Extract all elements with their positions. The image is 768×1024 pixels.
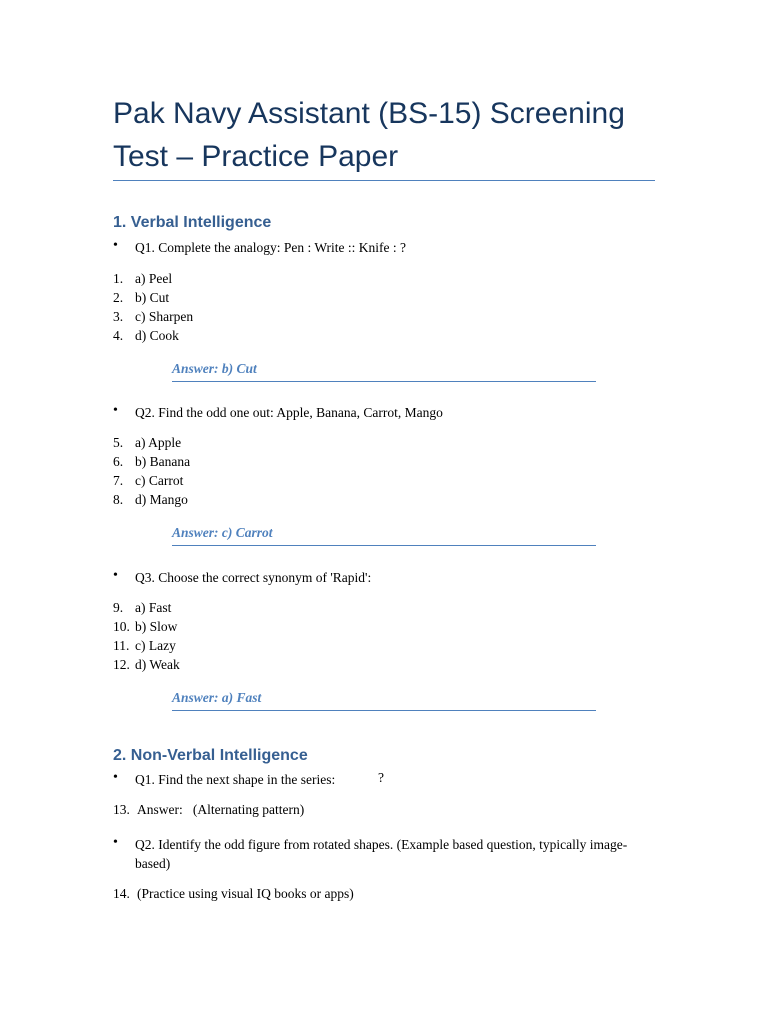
section-heading-nonverbal: 2. Non-Verbal Intelligence — [113, 747, 308, 764]
option-text: c) Sharpen — [135, 309, 194, 324]
option-text: d) Cook — [135, 328, 179, 343]
option-text: b) Cut — [135, 290, 170, 305]
bullet-icon: • — [113, 568, 118, 583]
option-number: 10. — [113, 619, 130, 634]
option-number: 8. — [113, 492, 124, 507]
option-text: a) Peel — [135, 271, 173, 286]
bullet-icon: • — [113, 403, 118, 418]
answer-text: Answer: (Alternating pattern) — [137, 802, 305, 817]
option-number: 4. — [113, 328, 124, 343]
option-number: 5. — [113, 435, 124, 450]
option-number: 7. — [113, 473, 124, 488]
option-number: 9. — [113, 600, 124, 615]
page-title: Pak Navy Assistant (BS-15) Screening Test – Practice Paper — [113, 97, 625, 173]
option-number: 2. — [113, 290, 124, 305]
option-text: b) Slow — [135, 619, 178, 634]
option-number: 1. — [113, 271, 124, 286]
item-number: 13. — [113, 802, 130, 817]
section-heading-verbal: 1. Verbal Intelligence — [113, 214, 272, 231]
answer-box: Answer: b) Cut — [172, 361, 596, 382]
answer-box: Answer: c) Carrot — [172, 525, 596, 546]
option-text: c) Lazy — [135, 638, 176, 653]
question-text: Q1. Find the next shape in the series: — [135, 772, 336, 787]
title-divider — [113, 180, 655, 181]
question-blank: ? — [378, 770, 384, 785]
question-text: Q2. Find the odd one out: Apple, Banana, Carrot, Mango — [135, 405, 443, 420]
option-number: 6. — [113, 454, 124, 469]
option-text: a) Fast — [135, 600, 172, 615]
bullet-icon: • — [113, 770, 118, 785]
option-number: 12. — [113, 657, 130, 672]
answer-box: Answer: a) Fast — [172, 690, 596, 711]
option-number: 11. — [113, 638, 130, 653]
option-text: c) Carrot — [135, 473, 184, 488]
bullet-icon: • — [113, 835, 118, 850]
question-text: Q2. Identify the odd figure from rotated shapes. (Example based question, typically image-based) — [135, 837, 628, 871]
option-text: a) Apple — [135, 435, 182, 450]
item-number: 14. — [113, 886, 130, 901]
option-text: d) Mango — [135, 492, 188, 507]
option-number: 3. — [113, 309, 124, 324]
question-text: Q1. Complete the analogy: Pen : Write :: Knife : ? — [135, 240, 407, 255]
option-text: b) Banana — [135, 454, 191, 469]
question-text: Q3. Choose the correct synonym of 'Rapid': — [135, 570, 372, 585]
bullet-icon: • — [113, 238, 118, 253]
answer-text: (Practice using visual IQ books or apps) — [137, 886, 354, 901]
option-text: d) Weak — [135, 657, 180, 672]
